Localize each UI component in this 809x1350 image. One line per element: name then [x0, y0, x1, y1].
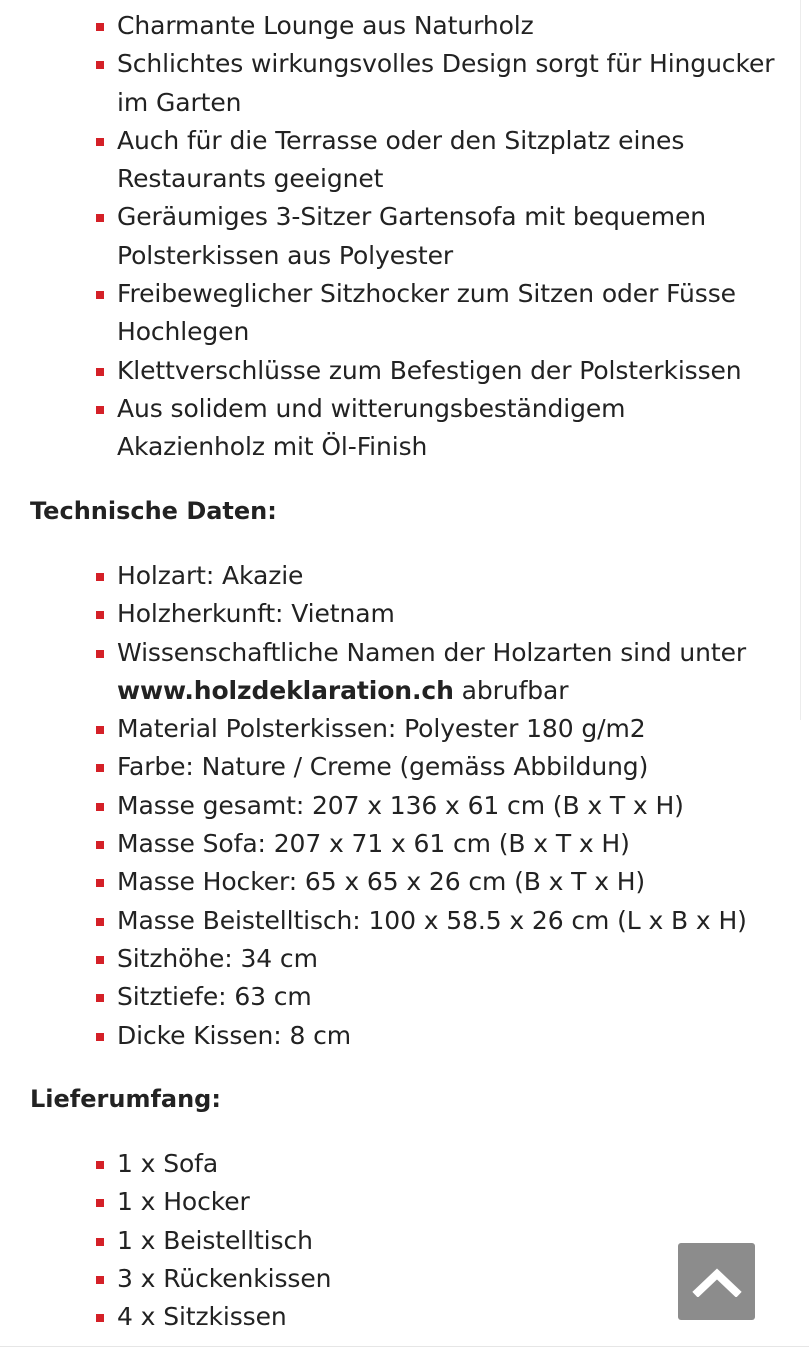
bullet-icon: [96, 650, 104, 658]
bullet-icon: [96, 994, 104, 1002]
bullet-icon: [96, 1033, 104, 1041]
list-item: 1 x Sofa: [117, 1145, 777, 1183]
bullet-icon: [96, 61, 104, 69]
list-item: Holzart: Akazie: [117, 557, 777, 595]
list-item: Auch für die Terrasse oder den Sitzplatz eines Restaurants geeignet: [117, 122, 777, 199]
list-item: Aus solidem und witterungsbeständigem Akazienholz mit Öl-Finish: [117, 390, 777, 467]
scroll-to-top-button[interactable]: [678, 1243, 755, 1320]
list-item: Wissenschaftliche Namen der Holzarten sind unter www.holzdeklaration.ch abrufbar: [117, 634, 777, 711]
bullet-icon: [96, 1199, 104, 1207]
chevron-up-icon: [692, 1267, 742, 1297]
list-item: Sitztiefe: 63 cm: [117, 978, 777, 1016]
list-item: 3 x Rückenkissen: [117, 1260, 777, 1298]
list-item: Masse Beistelltisch: 100 x 58.5 x 26 cm (L x B x H): [117, 902, 777, 940]
list-item: Dicke Kissen: 8 cm: [117, 1017, 777, 1055]
page-edge-divider: [800, 0, 801, 720]
bullet-icon: [96, 841, 104, 849]
bullet-icon: [96, 611, 104, 619]
list-item: Material Polsterkissen: Polyester 180 g/m2: [117, 710, 777, 748]
list-item: 1 x Beistelltisch: [117, 1222, 777, 1260]
list-item: Charmante Lounge aus Naturholz: [117, 7, 777, 45]
list-item: Farbe: Nature / Creme (gemäss Abbildung): [117, 748, 777, 786]
bullet-icon: [96, 879, 104, 887]
holzdeklaration-link[interactable]: www.holzdeklaration.ch: [117, 675, 454, 705]
bullet-icon: [96, 918, 104, 926]
bullet-icon: [96, 23, 104, 31]
bullet-icon: [96, 368, 104, 376]
list-item: 4 x Sitzkissen: [117, 1298, 777, 1336]
feature-list: [0, 7, 777, 467]
bottom-divider: [0, 1346, 809, 1347]
list-item: Masse Sofa: 207 x 71 x 61 cm (B x T x H): [117, 825, 777, 863]
bullet-icon: [96, 956, 104, 964]
delivery-scope-list: [0, 1145, 777, 1336]
bullet-icon: [96, 138, 104, 146]
bullet-icon: [96, 1161, 104, 1169]
list-item: Holzherkunft: Vietnam: [117, 595, 777, 633]
bullet-icon: [96, 764, 104, 772]
technical-data-heading: Technische Daten:: [30, 497, 277, 525]
list-item: Schlichtes wirkungsvolles Design sorgt für Hingucker im Garten: [117, 45, 777, 122]
bullet-icon: [96, 1314, 104, 1322]
list-item: Freibeweglicher Sitzhocker zum Sitzen oder Füsse Hochlegen: [117, 275, 777, 352]
bullet-icon: [96, 214, 104, 222]
technical-data-list: [0, 557, 777, 1055]
list-item: Geräumiges 3-Sitzer Gartensofa mit bequemen Polsterkissen aus Polyester: [117, 198, 777, 275]
bullet-icon: [96, 803, 104, 811]
list-item: 1 x Hocker: [117, 1183, 777, 1221]
list-item: Sitzhöhe: 34 cm: [117, 940, 777, 978]
bullet-icon: [96, 1238, 104, 1246]
list-item: Masse Hocker: 65 x 65 x 26 cm (B x T x H): [117, 863, 777, 901]
list-item: Masse gesamt: 207 x 136 x 61 cm (B x T x H): [117, 787, 777, 825]
delivery-scope-heading: Lieferumfang:: [30, 1085, 221, 1113]
bullet-icon: [96, 573, 104, 581]
bullet-icon: [96, 406, 104, 414]
bullet-icon: [96, 726, 104, 734]
bullet-icon: [96, 291, 104, 299]
bullet-icon: [96, 1276, 104, 1284]
list-item: Klettverschlüsse zum Befestigen der Polsterkissen: [117, 352, 777, 390]
